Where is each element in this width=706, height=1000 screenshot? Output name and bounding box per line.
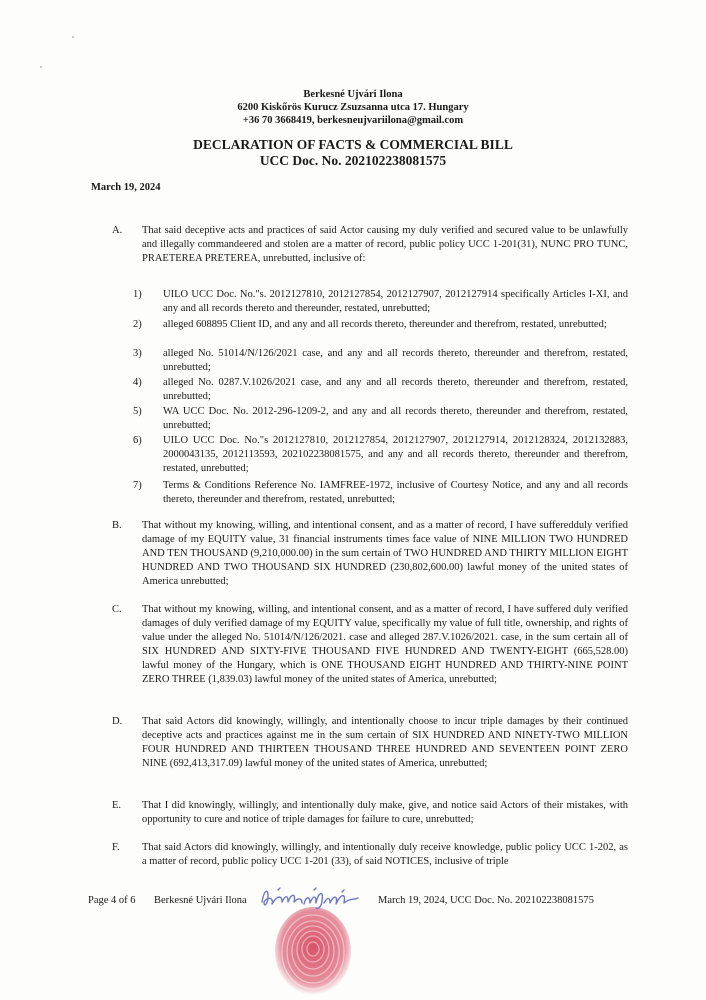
paragraph-e (112, 799, 628, 827)
list-item-text: UILO UCC Doc. No."s. 2012127810, 2012127854, 2012127907, 2012127914 specifically Articles I-XI, and any and all records thereto and thereunder, restated, unrebutted; (163, 289, 628, 314)
paragraph-label: C. (112, 604, 122, 615)
list-item-text: alleged 608895 Client ID, and any and all records thereto, thereunder and therefrom, restated, unrebutted; (163, 319, 607, 330)
paragraph-a (112, 224, 628, 266)
paragraph-label: E. (112, 800, 122, 811)
document-number: UCC Doc. No. 202102238081575 (259, 153, 447, 168)
footer-name: Berkesné Ujvári Ilona (154, 895, 247, 906)
sender-name: Berkesné Ujvári Ilona (303, 89, 403, 100)
list-item-label: 7) (133, 480, 142, 491)
thumbprint-stamp (270, 905, 356, 997)
document-date: March 19, 2024 (91, 182, 161, 193)
scan-speck (72, 36, 74, 38)
list-item (133, 479, 628, 507)
list-item (133, 288, 628, 316)
list-item-text: alleged No. 0287.V.1026/2021 case, and any and all records thereto, thereunder and therefrom, restated, unrebutted; (163, 377, 628, 402)
list-item (133, 376, 628, 404)
list-item-label: 2) (133, 319, 142, 330)
paragraph-text: That I did knowingly, willingly, and intentionally duly make, give, and notice said Actors of their mistakes, with opportunity to cure and notice of triple damages for failure to cure, unrebutted; (142, 800, 628, 825)
footer-page-number: Page 4 of 6 (88, 895, 136, 906)
list-item-text: WA UCC Doc. No. 2012-296-1209-2, and any and all records thereto, thereunder and therefrom, restated, unrebutted; (163, 406, 628, 431)
list-item (133, 347, 628, 375)
paragraph-text: That without my knowing, willing, and intentional consent, and as a matter of record, I have suffered duly verified damages of duly verified damage of my EQUITY value, specifically my value of full title, ownership, and rights of value under the alleged No. 51014/N/126/2021. case and alleged 287.V.1026/2021. case, in the sum certain all of SIX HUNDRED AND SIXTY-FIVE THOUSAND FIVE HUNDRED AND TWENTY-EIGHT (665,528.00) lawful money of the Hungary, which is ONE THOUSAND EIGHT HUNDRED AND THIRTY-NINE POINT ZERO THREE (1,839.03) lawful money of the united states of America, unrebutted; (142, 604, 628, 685)
list-item-text: Terms & Conditions Reference No. IAMFREE-1972, inclusive of Courtesy Notice, and any and all records thereto, thereunder and therefrom, restated, unrebutted; (163, 480, 628, 505)
paragraph-label: D. (112, 716, 123, 727)
paragraph-f (112, 841, 628, 869)
list-item-label: 3) (133, 348, 142, 359)
paragraph-d (112, 715, 628, 771)
scan-speck (40, 66, 42, 68)
footer-date-doc: March 19, 2024, UCC Doc. No. 202102238081575 (378, 895, 594, 906)
list-item-label: 5) (133, 406, 142, 417)
paragraph-text: That said Actors did knowingly, willingly, and intentionally choose to incur triple damages by their continued deceptive acts and practices against me in the sum certain of SIX HUNDRED AND NINETY-TWO MILLION FOUR HUNDRED AND THIRTEEN THOUSAND THREE HUNDRED AND SEVENTEEN POINT ZERO NINE (692,413,317.09) lawful money of the united states of America, unrebutted; (142, 716, 628, 769)
document-title: DECLARATION OF FACTS & COMMERCIAL BILL (193, 137, 513, 152)
list-item-label: 4) (133, 377, 142, 388)
paragraph-text: That said deceptive acts and practices of said Actor causing my duly verified and secured value to be unlawfully and illegally commandeered and stolen are a matter of record, public policy UCC 1-201(31), NUNC PRO TUNC, PRAETEREA PRETEREA, unrebutted, inclusive of: (142, 225, 628, 264)
handwritten-signature (258, 884, 370, 914)
paragraph-text: That said Actors did knowingly, willingly, and intentionally duly receive knowledge, public policy UCC 1-202, as a matter of record, public policy UCC 1-201 (33), of said NOTICES, inclusive of triple (142, 842, 628, 867)
list-item-text: alleged No. 51014/N/126/2021 case, and any and all records thereto, thereunder and therefrom, restated, unrebutted; (163, 348, 628, 373)
sender-contact: +36 70 3668419, berkesneujvariilona@gmail.com (242, 115, 464, 126)
paragraph-text: That without my knowing, willing, and intentional consent, and as a matter of record, I have sufferedduly verified damage of my EQUITY value, 31 financial instruments times face value of NINE MILLION TWO HUNDRED AND TEN THOUSAND (9,210,000.00) in the sum certain of TWO HUNDRED AND THIRTY MILLION EIGHT HUNDRED AND TWO THOUSAND SIX HUNDRED (230,802,600.00) lawful money of the united states of America unrebutted; (142, 520, 628, 587)
sender-address: 6200 Kiskőrös Kurucz Zsuzsanna utca 17. Hungary (237, 102, 469, 113)
list-item (133, 318, 628, 332)
list-item-label: 1) (133, 289, 142, 300)
paragraph-label: A. (112, 225, 123, 236)
paragraph-label: B. (112, 520, 122, 531)
paragraph-c (112, 603, 628, 687)
paragraph-b (112, 519, 628, 589)
list-item (133, 405, 628, 433)
paragraph-label: F. (112, 842, 120, 853)
list-item (133, 434, 628, 476)
list-item-label: 6) (133, 435, 142, 446)
list-item-text: UILO UCC Doc. No."s 2012127810, 2012127854, 2012127907, 2012127914, 2012128324, 2012132883, 2000043135, 2012113593, 202102238081575, and any and all records thereto, thereunder and therefrom, restated, unrebutted; (163, 435, 628, 474)
